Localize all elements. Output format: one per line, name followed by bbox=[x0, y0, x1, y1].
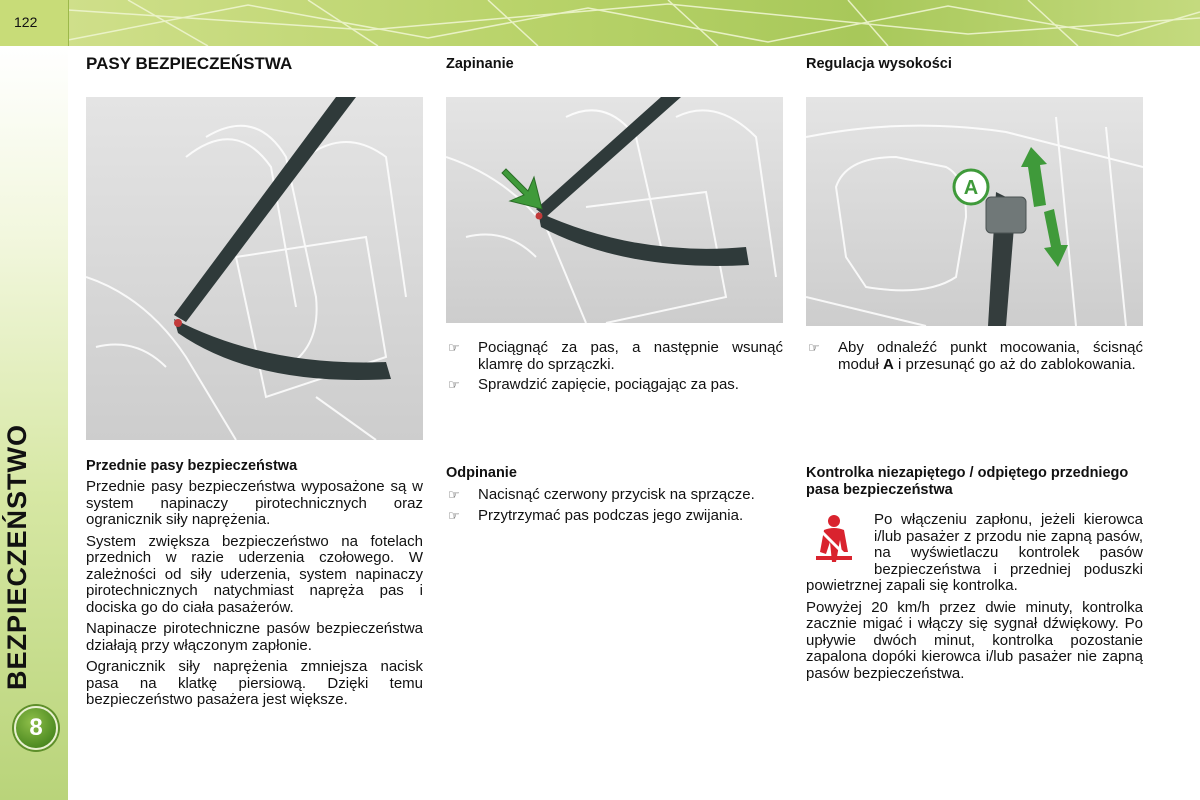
header-pattern bbox=[68, 0, 1200, 46]
paragraph: Ogranicznik siły naprężenia zmniejsza nacisk pasa na klatkę piersiową. Dzięki temu bezpieczeństwo pasażera jest większe. bbox=[86, 658, 423, 708]
hand-pointer-icon: ☞ bbox=[448, 487, 460, 502]
step-text: Pociągnąć za pas, a następnie wsunąć klamrę do sprzączki. bbox=[478, 339, 783, 373]
list-item bbox=[446, 340, 783, 373]
hand-pointer-icon: ☞ bbox=[448, 377, 460, 392]
seat-belt-figure bbox=[86, 97, 423, 440]
heading-height-adjustment: Regulacja wysokości bbox=[806, 56, 952, 72]
paragraph bbox=[806, 512, 1143, 595]
module-reference: A bbox=[883, 355, 894, 373]
list-item bbox=[446, 487, 783, 504]
list-item bbox=[806, 340, 1143, 373]
heading-warning-light: Kontrolka niezapiętego / odpiętego przedniego pasa bezpieczeństwa bbox=[806, 465, 1129, 498]
height-adjust-steps bbox=[806, 340, 1143, 377]
fastening-steps bbox=[446, 340, 783, 398]
hand-pointer-icon: ☞ bbox=[808, 340, 820, 355]
icon-spacer bbox=[806, 512, 874, 578]
header-band bbox=[68, 0, 1200, 46]
step-text: Aby odnaleźć punkt mocowania, ścisnąć moduł bbox=[838, 339, 1143, 373]
chapter-number-badge: 8 bbox=[14, 706, 58, 750]
warning-paragraph: Po włączeniu zapłonu, jeżeli kierowca i/lub pasażer z przodu nie zapną pasów, na wyświetlaczu kontrolek pasów bezpieczeństwa i przedniej poduszki powietrznej zapali się kontrolka. bbox=[806, 511, 1143, 594]
list-item bbox=[446, 377, 783, 394]
step-text: i przesunąć go aż do zablokowania. bbox=[893, 355, 1136, 373]
section-title: PASY BEZPIECZEŃSTWA bbox=[86, 54, 293, 73]
list-item bbox=[446, 508, 783, 525]
subtitle-front-belts: Przednie pasy bezpieczeństwa bbox=[86, 458, 298, 474]
step-text: Sprawdzić zapięcie, pociągając za pas. bbox=[478, 376, 739, 393]
page-number-box bbox=[0, 0, 69, 46]
heading-fastening: Zapinanie bbox=[446, 56, 514, 72]
warning-light-text bbox=[806, 512, 1143, 687]
paragraph: System zwiększa bezpieczeństwo na fotelach przednich w razie uderzenia czołowego. W zależności od siły uderzenia, system napinaczy pirotechnicznych natychmiast napręża pas i dociska go do ciała pasażerów. bbox=[86, 532, 423, 616]
paragraph: Napinacze pirotechniczne pasów bezpieczeństwa działają przy włączonym zapłonie. bbox=[86, 620, 423, 654]
module-a-label: A bbox=[963, 177, 979, 199]
hand-pointer-icon: ☞ bbox=[448, 340, 460, 355]
height-adjust-figure bbox=[806, 97, 1143, 326]
heading-unfastening: Odpinanie bbox=[446, 465, 517, 481]
paragraph: Powyżej 20 km/h przez dwie minuty, kontrolka zacznie migać i włączy się sygnał dźwiękowy. Po upływie dwóch minut, kontrolka pozostanie zapalona dopóki kierowca i/lub pasażer nie zapną pasów bezpieczeństwa. bbox=[806, 598, 1143, 682]
paragraph: Przednie pasy bezpieczeństwa wyposażone są w system napinaczy pirotechnicznych oraz ogranicznik siły naprężenia. bbox=[86, 478, 423, 528]
hand-pointer-icon: ☞ bbox=[448, 507, 460, 523]
unfastening-steps bbox=[446, 487, 783, 528]
buckling-figure bbox=[446, 97, 783, 323]
step-text: Nacisnąć czerwony przycisk na sprzącze. bbox=[478, 486, 755, 503]
front-belts-text bbox=[86, 479, 423, 714]
chapter-title: BEZPIECZEŃSTWO bbox=[2, 423, 32, 690]
page-number: 122 bbox=[14, 14, 38, 30]
step-text: Przytrzymać pas podczas jego zwijania. bbox=[478, 506, 744, 524]
